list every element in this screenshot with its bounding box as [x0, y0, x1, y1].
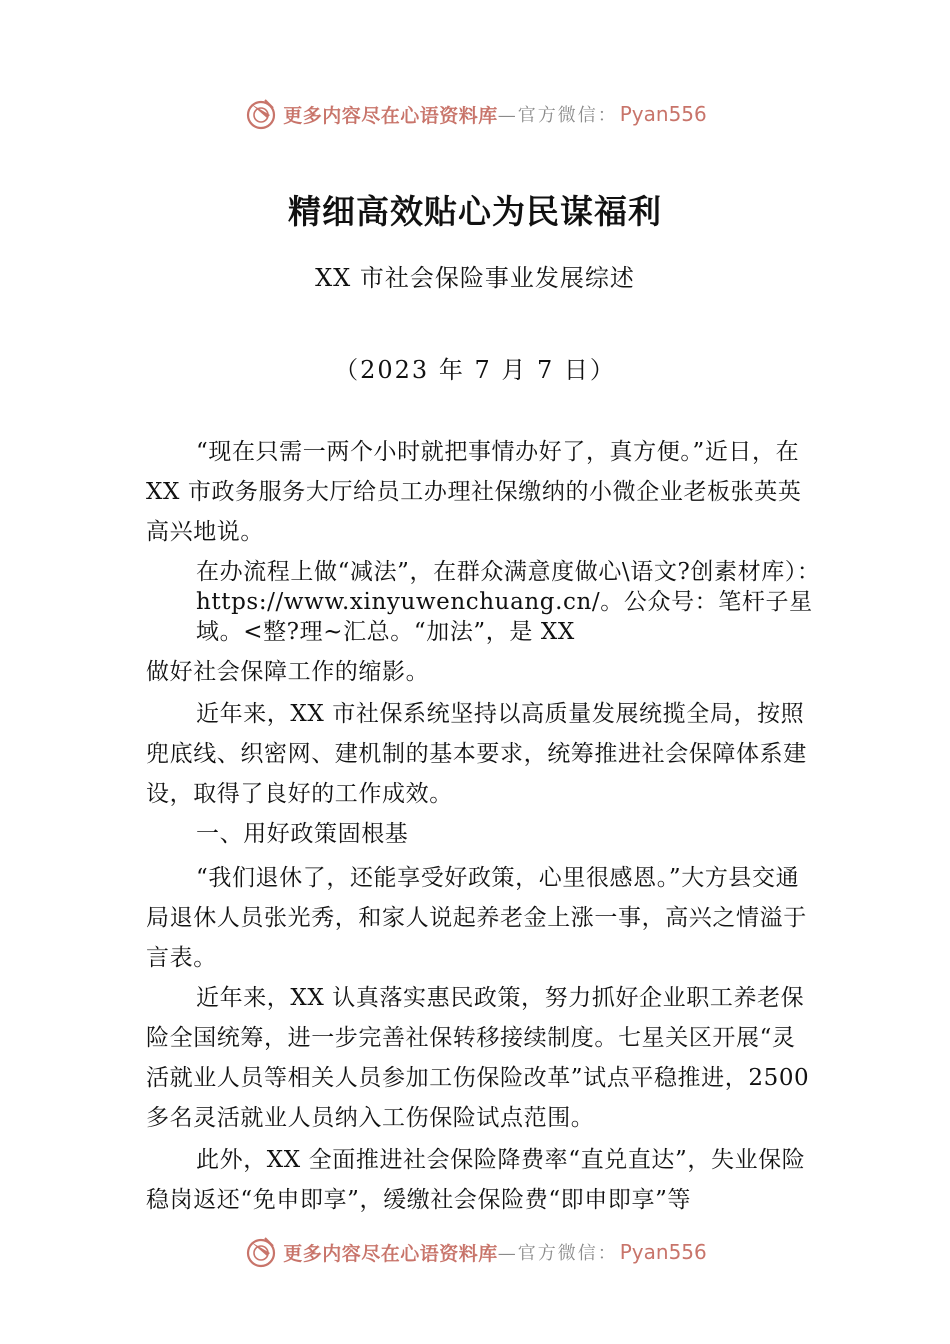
- paragraph-7: 此外，XX 全面推进社会保险降费率“直兑直达”，失业保险稳岗返还“免申即享”，缓缴社会保险费“即申即享”等: [146, 1147, 806, 1213]
- watermark-logo-icon: [243, 1234, 279, 1270]
- watermark-red-text: 更多内容尽在心语资料库: [283, 1242, 498, 1265]
- paragraph-2: 在办流程上做“减法”，在群众满意度做心\语文?创素材库）：https://www.xinyuwenchuang.cn/。公众号：笔杆子星域。<整?理~汇总。“加法”，是 XX: [196, 559, 821, 645]
- paragraph-5: “我们退休了，还能享受好政策，心里很感恩。”大方县交通局退休人员张光秀，和家人说起养老金上涨一事，高兴之情溢于言表。: [146, 865, 807, 971]
- watermark-wechat-id: Pyan556: [619, 1240, 707, 1264]
- paragraph-1: “现在只需一两个小时就把事情办好了，真方便。”近日，在 XX 市政务服务大厅给员工办理社保缴纳的小微企业老板张英英高兴地说。: [146, 439, 802, 545]
- watermark-banner-bottom: [0, 1232, 950, 1272]
- paragraph-3: 做好社会保障工作的缩影。: [146, 659, 430, 685]
- watermark-gray-text: —官方微信：: [497, 105, 618, 126]
- document-subtitle: XX 市社会保险事业发展综述: [315, 264, 635, 292]
- watermark-red-text: 更多内容尽在心语资料库: [283, 104, 498, 127]
- paragraph-4: 近年来，XX 市社保系统坚持以高质量发展统揽全局，按照兜底线、织密网、建机制的基本要求，统筹推进社会保障体系建设，取得了良好的工作成效。: [146, 701, 807, 807]
- watermark-banner-top: [0, 94, 950, 134]
- section-heading-1: 一、用好政策固根基: [196, 821, 409, 847]
- paragraph-6: 近年来，XX 认真落实惠民政策，努力抓好企业职工养老保险全国统筹，进一步完善社保转移接续制度。七星关区开展“灵活就业人员等相关人员参加工伤保险改革”试点平稳推进，2500 多名灵活就业人员纳入工伤保险试点范围。: [146, 985, 810, 1131]
- watermark-logo-icon: [243, 96, 279, 132]
- document-title: 精细高效贴心为民谋福利: [288, 192, 662, 231]
- document-date: （2023 年 7 月 7 日）: [334, 356, 616, 384]
- watermark-wechat-id: Pyan556: [619, 102, 707, 126]
- watermark-gray-text: —官方微信：: [497, 1243, 618, 1264]
